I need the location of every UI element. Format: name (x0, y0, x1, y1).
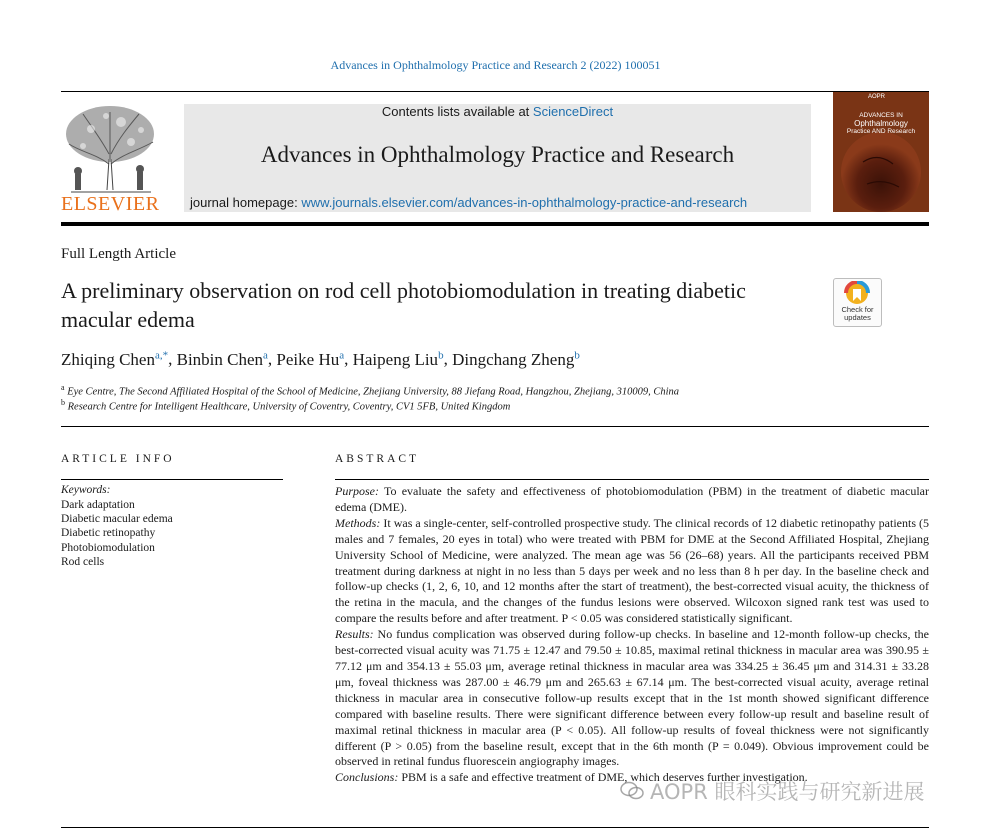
check-updates-label: Check for updates (841, 305, 874, 322)
author[interactable]: Zhiqing Chen$^{a,*}$ (61, 349, 169, 369)
journal-citation[interactable]: Advances in Ophthalmology Practice and Research 2 (2022) 100051 (330, 58, 661, 72)
article-type: Full Length Article (61, 246, 176, 262)
journal-homepage-line (190, 195, 747, 210)
affiliation-b: $^b$ Research Centre for Intelligent Healthcare, University of Coventry, Coventry, CV1 5FB, United Kingdom (61, 398, 511, 413)
keyword-item: Rod cells (61, 555, 105, 568)
header-rule (61, 91, 929, 92)
affiliation-a: $^a$ Eye Centre, The Second Affiliated Hospital of the School of Medicine, Zhejiang University, 88 Jiefang Road, Hangzhou, Zhejiang, 310009, China (61, 383, 680, 398)
abstract-rule (335, 479, 929, 480)
keyword-list (61, 498, 173, 569)
author-affiliation-mark[interactable]: a (263, 349, 268, 361)
abstract-purpose: Purpose: To evaluate the safety and effectiveness of photobiomodulation (PBM) in the treatment of diabetic macular edema (DME). (335, 484, 929, 514)
keyword-item: Photobiomodulation (61, 541, 155, 554)
section-rule (61, 426, 929, 427)
watermark-text: AOPR 眼科实践与研究新进展 (650, 780, 925, 804)
author-affiliation-mark[interactable]: a (339, 349, 345, 361)
journal-name: Advances in Ophthalmology Practice and Research (260, 142, 735, 167)
cover-title-line3: Practice AND Research (846, 128, 916, 135)
elsevier-wordmark: ELSEVIER (61, 193, 160, 215)
abstract-conclusions: Conclusions: PBM is a safe and effective treatment of DME, which deserves further investigation. (335, 770, 808, 785)
fundus-image-icon (833, 92, 929, 212)
footer-rule (61, 827, 929, 828)
author[interactable]: Haipeng Liu$^b$ (352, 349, 444, 369)
keywords-label: Keywords: (61, 484, 111, 496)
author-list: Zhiqing Chen$^{a,*}$, Binbin Chen$^a$, Peike Hu$^a$, Haipeng Liu$^b$, Dingchang Zheng$^b$ (61, 349, 580, 369)
cover-logo: AOPR (868, 94, 886, 100)
contents-prefix: Contents lists available at (381, 104, 533, 119)
check-updates-icon (843, 281, 871, 305)
author[interactable]: Binbin Chen$^a$ (176, 349, 268, 369)
cover-title (837, 112, 925, 136)
homepage-prefix: journal homepage: (190, 195, 302, 210)
abstract-methods: Methods: It was a single-center, self-controlled prospective study. The clinical records of 12 diabetic retinopathy patients (5 males and 7 females, 20 eyes in total) who were treated with PBM for DME at the Second Affiliated Hospital, Zhejiang University School of Medicine, were analyzed. The mean age was 56 (26–68) years. All the participants received PBM treatment during darkness at night in no less than 5 days per week and no less than 8 h per day. In the baseline check and follow-up checks (1, 2, 6, 10, and 12 months after the start of treatment), the best-corrected visual acuity, the thickness of the retina in the macula, and the changes of the fundus lesions were observed. Wilcoxon signed rank test was used to compare the results before and after treatment. P < 0.05 was considered statistically significant. (335, 515, 929, 626)
abstract-results: Results: No fundus complication was observed during follow-up checks. In baseline and 12-month follow-up checks, the best-corrected visual acuity was 71.75 ± 12.47 and 79.50 ± 10.85, maximal retinal thickness in macular area was 390.95 ± 77.12 μm and 354.13 ± 55.03 μm, average retinal thickness in macular area was 334.25 ± 36.45 μm and 314.31 ± 33.28 μm, foveal thickness was 287.00 ± 46.79 μm and 265.63 ± 67.14 μm. The best-corrected visual acuity, average retinal thickness in macular area in consecutive follow-up results except that in the 1st month showed significant difference compared with baseline results. There were significant difference between every follow-up result and baseline result of maximal retinal thickness in macular area (P < 0.05). All follow-up results of foveal thickness were not significantly different (P > 0.05) from the baseline result, except that in the 6th month (P = 0.049). Obvious improvement could be observed in retinal fundus fluorescein angiography images. (335, 627, 929, 769)
sciencedirect-link[interactable]: ScienceDirect (532, 104, 614, 119)
journal-cover-thumbnail[interactable] (833, 92, 929, 212)
author-affiliation-mark[interactable]: b (438, 349, 444, 361)
cover-title-line2: Ophthalmology (854, 119, 908, 128)
article-info-rule (61, 479, 283, 480)
author-affiliation-mark[interactable]: a,* (154, 349, 169, 361)
keyword-item: Diabetic retinopathy (61, 527, 156, 540)
article-info-heading: ARTICLE INFO (61, 453, 175, 465)
abstract-body (335, 484, 929, 786)
keyword-item: Dark adaptation (61, 499, 135, 511)
author[interactable]: Peike Hu$^a$ (276, 349, 345, 369)
author[interactable]: Dingchang Zheng$^b$ (452, 349, 580, 369)
header-thick-rule (61, 222, 929, 226)
abstract-heading: ABSTRACT (335, 453, 420, 465)
author-affiliation-mark[interactable]: b (574, 349, 580, 361)
contents-line (184, 104, 811, 119)
cover-title-line1: ADVANCES IN (859, 112, 903, 119)
keyword-item: Diabetic macular edema (61, 513, 173, 526)
article-title: A preliminary observation on rod cell photobiomodulation in treating diabetic macular edema (61, 278, 746, 332)
journal-homepage-link[interactable]: www.journals.elsevier.com/advances-in-ophthalmology-practice-and-research (301, 195, 748, 210)
wechat-icon (620, 781, 644, 801)
